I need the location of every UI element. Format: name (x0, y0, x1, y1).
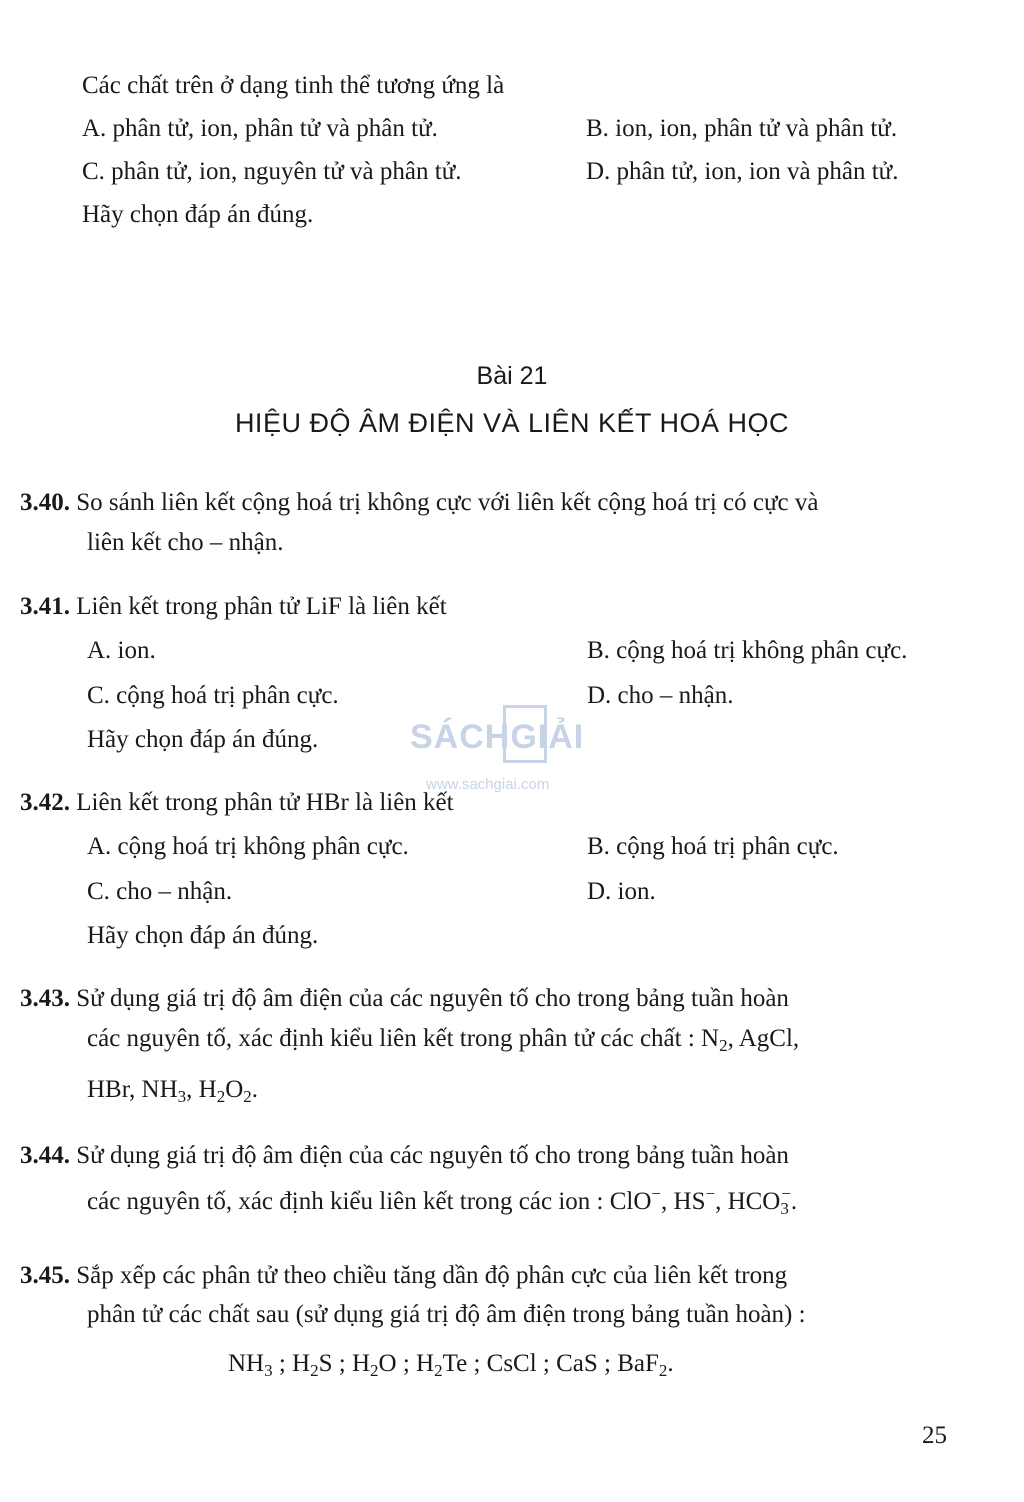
question-3-43-line3 (87, 1074, 258, 1106)
question-number: 3.41. (20, 593, 70, 620)
q342-option-d: D. ion. (587, 878, 656, 905)
question-text: Sử dụng giá trị độ âm điện của các nguyên tố cho trong bảng tuần hoàn (76, 985, 789, 1012)
subscript: 2 (719, 1036, 728, 1056)
q342-option-c: C. cho – nhận. (87, 878, 233, 905)
subscript: 2 (243, 1087, 252, 1107)
top-choose-instruction: Hãy chọn đáp án đúng. (82, 201, 314, 228)
superscript: − (781, 1183, 791, 1203)
formula-segment: , HS (661, 1188, 706, 1215)
q341-option-b: B. cộng hoá trị không phân cực. (587, 637, 908, 664)
top-option-a: A. phân tử, ion, phân tử và phân tử. (82, 115, 438, 142)
subscript: 3 (177, 1087, 187, 1107)
q341-choose-instruction: Hãy chọn đáp án đúng. (87, 726, 319, 753)
question-number: 3.44. (20, 1142, 70, 1169)
top-option-d: D. phân tử, ion, ion và phân tử. (586, 158, 899, 185)
watermark-text: SÁCHGIẢI (410, 718, 585, 756)
question-3-43 (20, 983, 789, 1015)
question-3-43-line2 (87, 1023, 799, 1055)
question-3-40 (20, 487, 818, 519)
top-stem: Các chất trên ở dạng tinh thể tương ứng là (82, 72, 505, 99)
page-number: 25 (922, 1422, 947, 1449)
superscript: − (705, 1183, 716, 1203)
subscript: 2 (370, 1361, 379, 1381)
question-text: Sử dụng giá trị độ âm điện của các nguyên tố cho trong bảng tuần hoàn (76, 1142, 789, 1169)
formula-segment: S ; H (318, 1350, 371, 1377)
q341-option-c: C. cộng hoá trị phân cực. (87, 682, 339, 709)
question-number: 3.42. (20, 789, 70, 816)
q342-choose-instruction: Hãy chọn đáp án đúng. (87, 922, 319, 949)
text-segment: các nguyên tố, xác định kiểu liên kết trong các ion : ClO (87, 1188, 652, 1215)
formula-segment: NH (228, 1350, 265, 1377)
formula-segment: . (667, 1350, 674, 1377)
question-3-41 (20, 591, 447, 623)
formula-segment: O ; H (378, 1350, 435, 1377)
formula-segment: , H (186, 1076, 217, 1103)
question-3-45-formulas (228, 1348, 674, 1380)
question-3-40-line2: liên kết cho – nhận. (87, 529, 284, 556)
text-segment: , AgCl, (727, 1025, 800, 1052)
top-option-c: C. phân tử, ion, nguyên tử và phân tử. (82, 158, 462, 185)
question-3-44-line2 (87, 1183, 798, 1219)
text-segment: các nguyên tố, xác định kiểu liên kết trong phân tử các chất : N (87, 1025, 720, 1052)
lesson-title: HIỆU ĐỘ ÂM ĐIỆN VÀ LIÊN KẾT HOÁ HỌC (234, 408, 790, 438)
formula-segment: O (225, 1076, 244, 1103)
subscript: 3 (264, 1361, 273, 1381)
subscript: 3 (780, 1199, 789, 1219)
formula-segment: ; H (272, 1350, 311, 1377)
question-3-44 (20, 1140, 789, 1172)
question-number: 3.45. (20, 1262, 70, 1289)
subscript: 2 (216, 1087, 226, 1107)
formula-segment: HBr, NH (87, 1076, 178, 1103)
question-3-42 (20, 787, 454, 819)
subscript: 2 (434, 1361, 443, 1381)
question-3-45-line2: phân tử các chất sau (sử dụng giá trị độ âm điện trong bảng tuần hoàn) : (87, 1301, 806, 1328)
subscript: 2 (658, 1361, 668, 1381)
question-3-45 (20, 1260, 787, 1292)
question-number: 3.40. (20, 489, 70, 516)
top-option-b: B. ion, ion, phân tử và phân tử. (586, 115, 898, 142)
subscript: 2 (310, 1361, 319, 1381)
lesson-number: Bài 21 (476, 362, 548, 390)
question-text: So sánh liên kết cộng hoá trị không cực với liên kết cộng hoá trị có cực và (76, 489, 819, 516)
question-number: 3.43. (20, 985, 70, 1012)
q341-option-a: A. ion. (87, 637, 156, 664)
formula-segment: Te ; CsCl ; CaS ; BaF (442, 1350, 659, 1377)
formula-segment: . (790, 1188, 798, 1215)
formula-segment: . (251, 1076, 259, 1103)
question-text: Liên kết trong phân tử HBr là liên kết (76, 789, 454, 816)
watermark-logo (410, 700, 620, 800)
question-text: Sắp xếp các phân tử theo chiều tăng dần độ phân cực của liên kết trong (76, 1262, 788, 1289)
formula-segment: , HCO (715, 1188, 781, 1215)
q342-option-b: B. cộng hoá trị phân cực. (587, 833, 839, 860)
q341-option-d: D. cho – nhận. (587, 682, 734, 709)
question-text: Liên kết trong phân tử LiF là liên kết (76, 593, 447, 620)
superscript: − (651, 1183, 662, 1203)
q342-option-a: A. cộng hoá trị không phân cực. (87, 833, 409, 860)
watermark-url: www.sachgiai.com (426, 776, 550, 793)
